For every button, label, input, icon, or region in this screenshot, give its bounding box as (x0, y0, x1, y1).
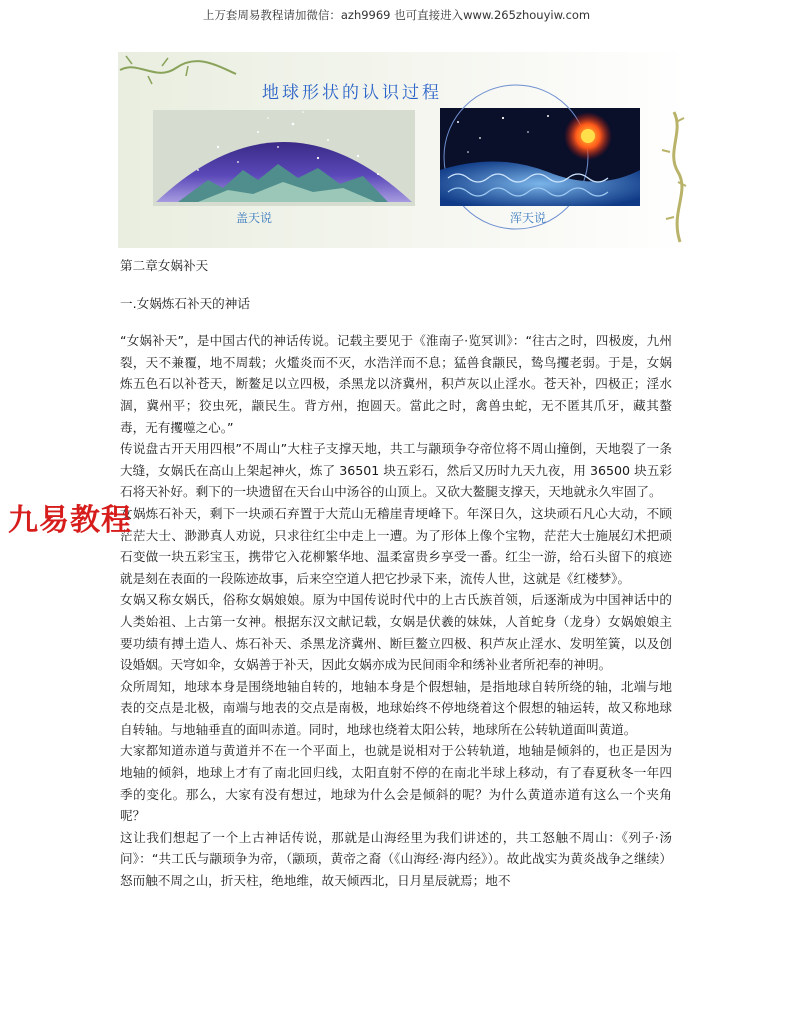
watermark: 九易教程 (8, 503, 132, 538)
chapter-title: 第二章女娲补天 (120, 258, 209, 273)
paragraph: 大家都知道赤道与黄道并不在一个平面上，也就是说相对于公转轨道，地轴是倾斜的，也正是因为地轴的倾斜，地球上才有了南北回归线，太阳直射不停的在南北半球上移动，有了春夏秋冬一年四季的变化。那么，大家有没有想过，地球为什么会是倾斜的呢？为什么黄道赤道有这么一个夹角呢？ (120, 743, 672, 824)
banner-right-caption: 浑天说 (510, 211, 547, 225)
header-note: 上万套周易教程请加微信：azh9969 也可直接进入www.265zhouyiw.com (202, 8, 591, 22)
paragraph: 传说盘古开天用四根”不周山”大柱子支撑天地，共工与颛顼争夺帝位将不周山撞倒，天地裂了一条大缝，女娲氏在高山上架起神火，炼了 36501 块五彩石，然后又历时九天九夜，用 36500 块五彩石将天补好。剩下的一块遗留在天台山中汤谷的山顶上。又砍大鳌腿支撑天，天地就永久牢固了。 (120, 441, 672, 500)
paragraph: 女娲又称女娲氏，俗称女娲娘娘。原为中国传说时代中的上古氏族首领，后逐渐成为中国神话中的人类始祖、上古第一女神。根据东汉文献记载，女娲是伏羲的妹妹，人首蛇身（龙身）女娲娘娘主要功绩有搏土造人、炼石补天、杀黑龙济冀州、断巨鳌立四极、积芦灰止淫水、发明笙簧，以及创设婚姻。天穹如伞，女娲善于补天，因此女娲亦成为民间雨伞和绣补业者所祀奉的神明。 (120, 592, 672, 673)
paragraph: “女娲补天”，是中国古代的神话传说。记载主要见于《淮南子·览冥训》：“往古之时，四极废，九州裂，天不兼覆，地不周载；火爁炎而不灭，水浩洋而不息；猛兽食颛民，鸷鸟攫老弱。于是，女娲炼五色石以补苍天，断鳌足以立四极，杀黑龙以济冀州，积芦灰以止淫水。苍天补，四极正；淫水涸，冀州平；狡虫死，颛民生。背方州，抱圆天。當此之时，禽兽虫蛇，无不匿其爪牙，藏其螯毒，无有攫噬之心。” (120, 333, 672, 435)
document-body (120, 255, 672, 892)
banner-left-caption: 盖天说 (236, 211, 273, 225)
paragraph: 众所周知，地球本身是围绕地轴自转的，地轴本身是个假想轴，是指地球自转所绕的轴，北端与地表的交点是北极，南端与地表的交点是南极，地球始终不停地绕着这个假想的轴运转，故又称地球自转轴。与地轴垂直的面叫赤道。同时，地球也绕着太阳公转，地球所在公转轨道面叫黄道。 (120, 678, 672, 737)
section-title: 一.女娲炼石补天的神话 (120, 295, 250, 311)
paragraph: 女娲炼石补天，剩下一块顽石弃置于大荒山无稽崖青埂峰下。年深日久，这块顽石凡心大动，不顾茫茫大士、渺渺真人劝说，只求往红尘中走上一遭。为了形体上像个宝物，茫茫大士施展幻术把顽石变做一块五彩宝玉，携带它入花柳繁华地、温柔富贵乡享受一番。红尘一游，给石头留下的痕迹就是刻在表面的一段陈迹故事，后来空空道人把它抄录下来，流传人世，这就是《红楼梦》。 (120, 505, 672, 586)
paragraph: 这让我们想起了一个上古神话传说，那就是山海经里为我们讲述的，共工怒触不周山：《列子·汤问》：“共工氏与颛顼争为帝，（颛顼，黄帝之裔（《山海经·海内经》）。故此战实为黄炎战争之继续）怒而触不周之山，折天柱，绝地维，故天倾西北，日月星辰就焉；地不 (120, 829, 672, 889)
banner-title: 地球形状的认识过程 (262, 83, 442, 103)
